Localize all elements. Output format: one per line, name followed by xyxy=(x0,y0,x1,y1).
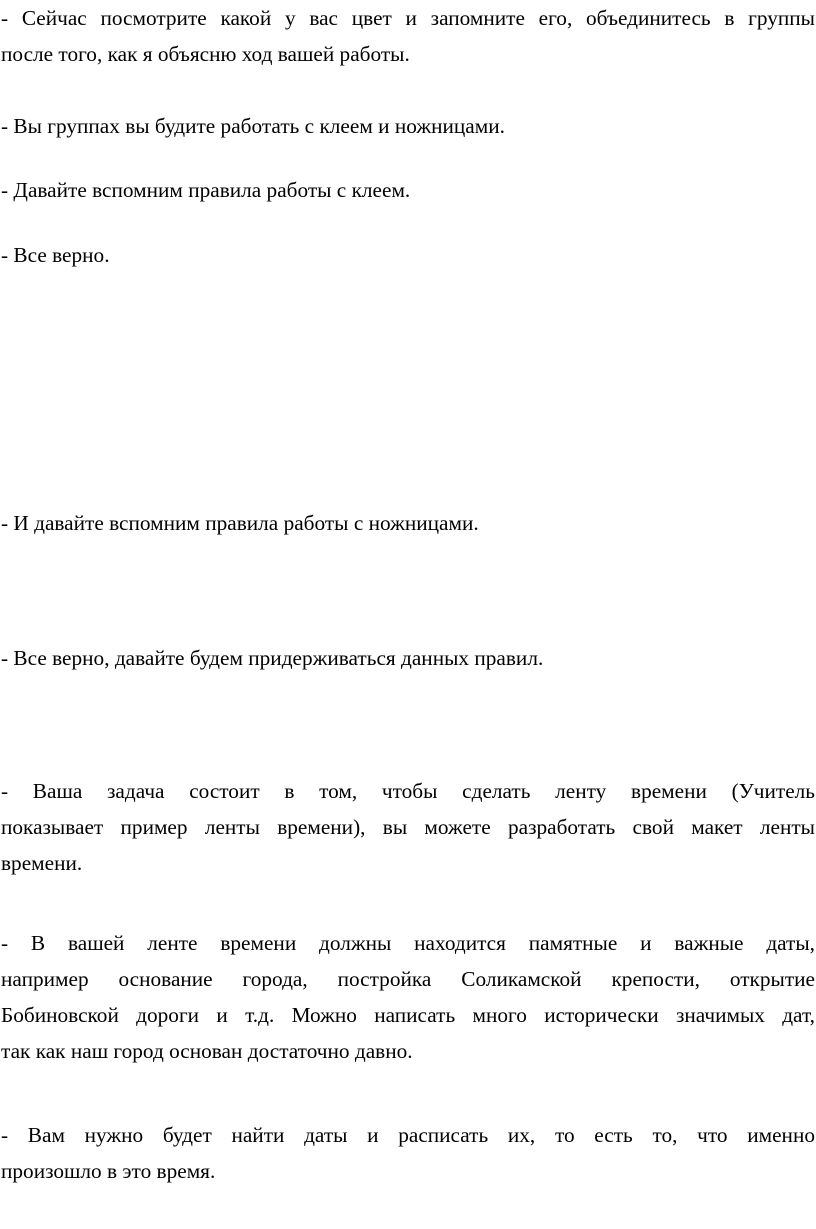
text-line: - В вашей ленте времени должны находится памятные и важные даты, xyxy=(1,931,815,955)
text-line: показывает пример ленты времени), вы можете разработать свой макет ленты xyxy=(1,815,815,839)
text-line: - Вы группах вы будите работать с клеем и ножницами. xyxy=(1,114,505,138)
text-line: - Все верно, давайте будем придерживаться данных правил. xyxy=(1,646,544,670)
text-line: - Давайте вспомним правила работы с клеем. xyxy=(1,178,411,202)
text-line: после того, как я объясню ход вашей работы. xyxy=(1,42,410,66)
text-line: - Сейчас посмотрите какой у вас цвет и запомните его, объединитесь в группы xyxy=(1,6,815,30)
text-line: времени. xyxy=(1,851,83,875)
paragraph-glue-scissors xyxy=(1,108,815,144)
text-line: например основание города, постройка Соликамской крепости, открытие xyxy=(1,967,815,991)
paragraph-correct xyxy=(1,237,815,273)
paragraph-form-groups xyxy=(1,0,815,72)
paragraph-scissors-rules xyxy=(1,505,815,541)
paragraph-glue-rules xyxy=(1,172,815,208)
text-line: так как наш город основан достаточно давно. xyxy=(1,1039,413,1063)
paragraph-important-dates xyxy=(1,925,815,1069)
paragraph-task-timeline xyxy=(1,773,815,881)
text-line: - И давайте вспомним правила работы с ножницами. xyxy=(1,511,479,535)
paragraph-find-dates xyxy=(1,1117,815,1189)
text-line: - Ваша задача состоит в том, чтобы сделать ленту времени (Учитель xyxy=(1,779,815,803)
text-line: Бобиновской дороги и т.д. Можно написать много исторически значимых дат, xyxy=(1,1003,815,1027)
paragraph-follow-rules xyxy=(1,640,815,676)
text-line: - Вам нужно будет найти даты и расписать их, то есть то, что именно xyxy=(1,1123,815,1147)
text-line: произошло в это время. xyxy=(1,1159,216,1183)
text-line: - Все верно. xyxy=(1,243,110,267)
